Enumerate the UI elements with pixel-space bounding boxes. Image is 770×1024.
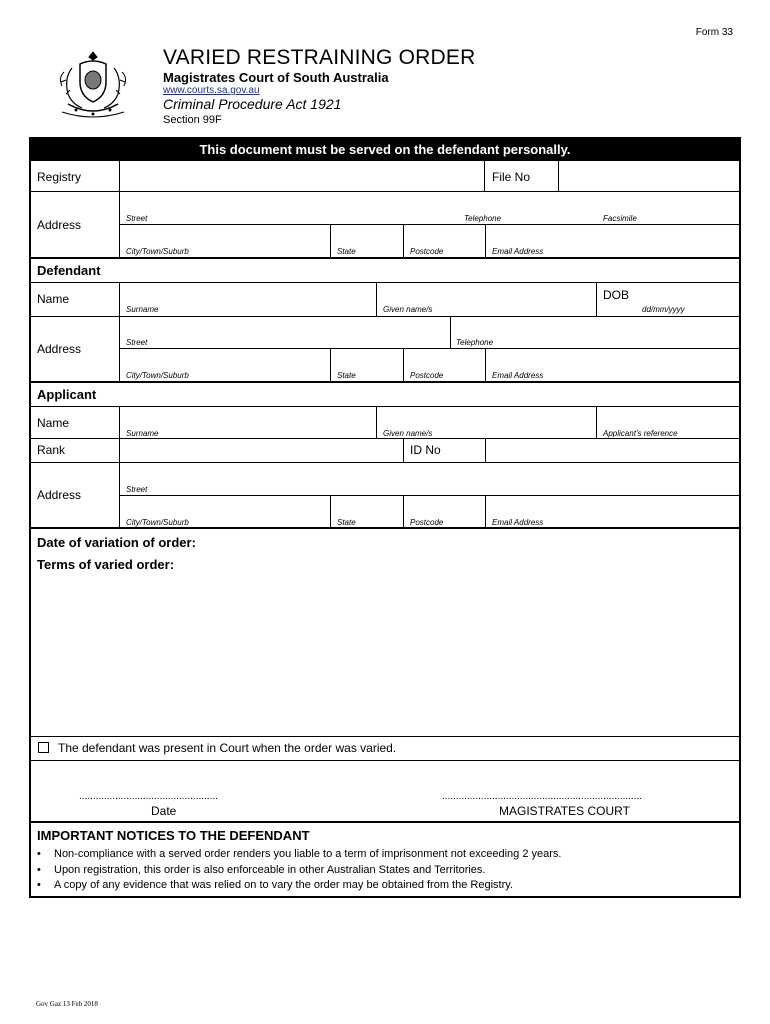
applicant-state-caption: State [337,518,356,527]
divider [450,316,451,348]
divider [119,348,739,349]
applicant-id-label: ID No [410,443,441,457]
coat-of-arms-icon [56,50,130,124]
act-section: Section 99F [163,114,222,126]
divider [484,161,485,191]
divider [119,224,739,225]
applicant-rank-label: Rank [37,443,66,457]
divider [119,406,120,528]
divider [403,438,404,462]
divider [31,760,739,761]
court-caption: MAGISTRATES COURT [499,804,630,818]
date-caption: Date [151,804,177,818]
divider [485,224,486,258]
notices-heading: IMPORTANT NOTICES TO THE DEFENDANT [37,828,310,843]
defendant-telephone-caption: Telephone [456,338,494,347]
defendant-postcode-caption: Postcode [410,371,444,380]
court-signature-line[interactable]: ........................................................................ [442,791,643,802]
divider [376,406,377,438]
registry-label: Registry [37,170,82,184]
divider [596,406,597,438]
divider [31,282,739,283]
form-number: Form 33 [695,27,733,38]
defendant-city-caption: City/Town/Suburb [126,371,189,380]
divider [403,348,404,382]
applicant-id-field[interactable] [486,439,739,461]
court-name: Magistrates Court of South Australia [163,70,389,85]
divider [403,224,404,258]
divider [485,348,486,382]
divider [330,348,331,382]
registry-address-label: Address [37,218,82,232]
defendant-name-label: Name [37,292,70,306]
file-no-field[interactable] [559,162,739,190]
defendant-surname-caption: Surname [126,305,159,314]
divider [485,495,486,528]
divider [31,191,739,192]
divider [31,462,739,463]
applicant-email-caption: Email Address [492,518,544,527]
defendant-heading: Defendant [37,263,101,278]
divider [31,316,739,317]
applicant-reference-caption: Applicant’s reference [603,429,678,438]
date-signature-line[interactable]: .................................................. [79,791,218,802]
defendant-present-checkbox[interactable] [38,742,49,753]
serve-banner: This document must be served on the defendant personally. [31,139,739,161]
applicant-rank-field[interactable] [120,439,402,461]
registry-state-caption: State [337,247,356,256]
applicant-name-label: Name [37,416,70,430]
notices-list [37,847,561,894]
notice-item: • A copy of any evidence that was relied on to vary the order may be obtained from the Registry. [37,878,561,894]
divider [31,406,739,407]
defendant-present-label: The defendant was present in Court when the order was varied. [58,741,397,755]
gazette-footer: Gov Gaz 13 Feb 2018 [36,1000,98,1008]
page-title: VARIED RESTRAINING ORDER [163,46,476,69]
defendant-dob-label: DOB [603,288,630,302]
defendant-given-names-caption: Given name/s [383,305,433,314]
divider [31,257,739,259]
notice-item: • Upon registration, this order is also enforceable in other Australian States and Territories. [37,863,561,879]
divider [119,282,120,382]
divider [376,282,377,316]
divider [330,495,331,528]
terms-label: Terms of varied order: [37,557,175,572]
divider [330,224,331,258]
divider [403,495,404,528]
registry-telephone-caption: Telephone [464,214,502,223]
file-no-label: File No [492,170,531,184]
applicant-street-caption: Street [126,485,148,494]
registry-field[interactable] [120,162,483,190]
registry-email-caption: Email Address [492,247,544,256]
divider [119,495,739,496]
divider [31,381,739,383]
terms-field[interactable] [37,575,733,733]
divider [31,736,739,737]
variation-date-label: Date of variation of order: [37,535,196,550]
defendant-state-caption: State [337,371,356,380]
registry-facsimile-caption: Facsimile [603,214,637,223]
court-website-link[interactable]: www.courts.sa.gov.au [163,85,260,96]
defendant-street-caption: Street [126,338,148,347]
act-name: Criminal Procedure Act 1921 [163,96,342,112]
divider [596,282,597,316]
registry-street-caption: Street [126,214,148,223]
defendant-email-caption: Email Address [492,371,544,380]
applicant-address-label: Address [37,488,82,502]
divider [31,527,739,529]
divider [31,821,739,823]
registry-postcode-caption: Postcode [410,247,444,256]
applicant-surname-caption: Surname [126,429,159,438]
applicant-given-names-caption: Given name/s [383,429,433,438]
applicant-postcode-caption: Postcode [410,518,444,527]
registry-city-caption: City/Town/Suburb [126,247,189,256]
notice-item: • Non-compliance with a served order renders you liable to a term of imprisonment not exceeding 2 years. [37,847,561,863]
defendant-address-label: Address [37,342,82,356]
applicant-city-caption: City/Town/Suburb [126,518,189,527]
defendant-dob-format: dd/mm/yyyy [642,305,685,314]
applicant-heading: Applicant [37,387,97,402]
